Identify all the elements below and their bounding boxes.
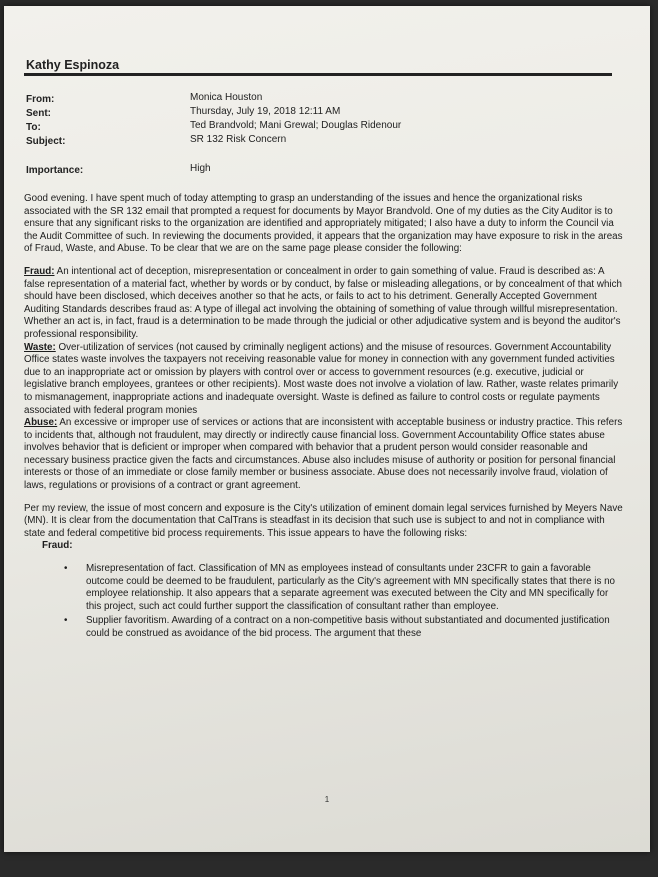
waste-definition xyxy=(24,342,624,418)
to-value: Ted Brandvold; Mani Grewal; Douglas Ridenour xyxy=(190,120,402,131)
list-item xyxy=(64,615,624,640)
abuse-definition xyxy=(24,417,624,493)
header-divider xyxy=(24,73,612,76)
fraud-term: Fraud: xyxy=(24,265,55,277)
subject-label: Subject: xyxy=(26,136,66,147)
sent-value: Thursday, July 19, 2018 12:11 AM xyxy=(190,106,341,117)
risk-text: Supplier favoritism. Awarding of a contract on a non-competitive basis without substantiated and documented justification could be construed as avoidance of the bid process. The argument that these xyxy=(86,615,610,639)
from-label: From: xyxy=(26,94,55,105)
risk-text: Misrepresentation of fact. Classification of MN as employees instead of consultants under 23CFR to gain a favorable outcome could be deemed to be fraudulent, particularly as the City's agreement with MN specifically states that there is no employee relationship. It also appears that a separate agreement was executed between the City and MN specifically for this project, such act could further support the classification of consultant rather than employee. xyxy=(86,563,615,612)
document-page xyxy=(4,6,650,852)
risks-list xyxy=(24,563,624,641)
bullet-icon: • xyxy=(64,615,68,627)
waste-term: Waste: xyxy=(24,341,56,353)
abuse-term: Abuse: xyxy=(24,417,58,429)
page-number: 1 xyxy=(324,795,330,804)
review-paragraph: Per my review, the issue of most concern and exposure is the City's utilization of eminent domain legal services furnished by Meyers Nave (MN). It is clear from the documentation that CalTrans is steadfast in its decision that such use is subject to and not in compliance with state and federal competitive bid process requirements. This issue appears to have the following risks: xyxy=(24,502,623,539)
abuse-text: An excessive or improper use of services or actions that are inconsistent with acceptable business or industry practice. This refers to incidents that, although not fraudulent, may directly or indirectly cause financial loss. Government Accountability Office states abuse involves behavior that is deficient or improper when compared with behavior that a prudent person would consider reasonable and necessary business practice given the facts and circumstances. Abuse also includes misuse of authority or position for personal financial interests or those of an immediate or close family member or business associate. Abuse does not necessarily involve fraud, violation of laws, regulations or provisions of a contract or grant agreement. xyxy=(24,417,623,492)
importance-label: Importance: xyxy=(26,165,84,176)
definitions-block xyxy=(24,266,624,493)
sent-label: Sent: xyxy=(26,108,51,119)
subject-value: SR 132 Risk Concern xyxy=(190,134,287,145)
email-body xyxy=(24,193,624,643)
from-value: Monica Houston xyxy=(190,92,263,103)
waste-text: Over-utilization of services (not caused by criminally negligent actions) and the misuse of resources. Government Accountability Office states waste involves the taxpayers not receiving reasonable value for money in connection with any government funded activities due to an inappropriate act or omission by players with control over or access to government resources (e.g. executive, judicial or legislative branch employees, grantees or other recipients). Most waste does not involve a violation of law. Rather, waste relates primarily to mismanagement, inappropriate actions and inadequate oversight. Waste is defined as failure to control costs or regulate payments associated with federal program monies xyxy=(24,341,619,416)
importance-value: High xyxy=(190,163,211,174)
fraud-text: An intentional act of deception, misrepresentation or concealment in order to gain something of value. Fraud is described as: A false representation of a material fact, whether by words or by conduct, by false or misleading allegations, or by concealment of that which should have been disclosed, which deceives another so that he acts, or fails to act to his detriment. Generally Accepted Government Auditing Standards describes fraud as: A type of illegal act involving the obtaining of something of value through willful misrepresentation. Whether an act is, in fact, fraud is a determination to be made through the judicial or other adjudicative system and is beyond the auditor's professional responsibility. xyxy=(24,265,622,340)
sender-name: Kathy Espinoza xyxy=(26,58,120,72)
bullet-icon: • xyxy=(64,563,68,575)
fraud-definition xyxy=(24,266,624,342)
intro-paragraph: Good evening. I have spent much of today attempting to grasp an understanding of the issues and hence the organizational risks associated with the SR 132 email that prompted a request for documents by Mayor Brandvold. One of my duties as the City Auditor is to ensure that any significant risks to the organization are identified and appropriately mitigated; I also have a duty to inform the Council via the Audit Committee of such. In reviewing the documents provided, it appears that the organization may have exposure to risk in the areas of Fraud, Waste, and Abuse. To be clear that we are on the same page please consider the following: xyxy=(24,193,623,255)
risks-fraud-heading: Fraud: xyxy=(42,540,73,552)
list-item xyxy=(64,563,624,613)
to-label: To: xyxy=(26,122,41,133)
